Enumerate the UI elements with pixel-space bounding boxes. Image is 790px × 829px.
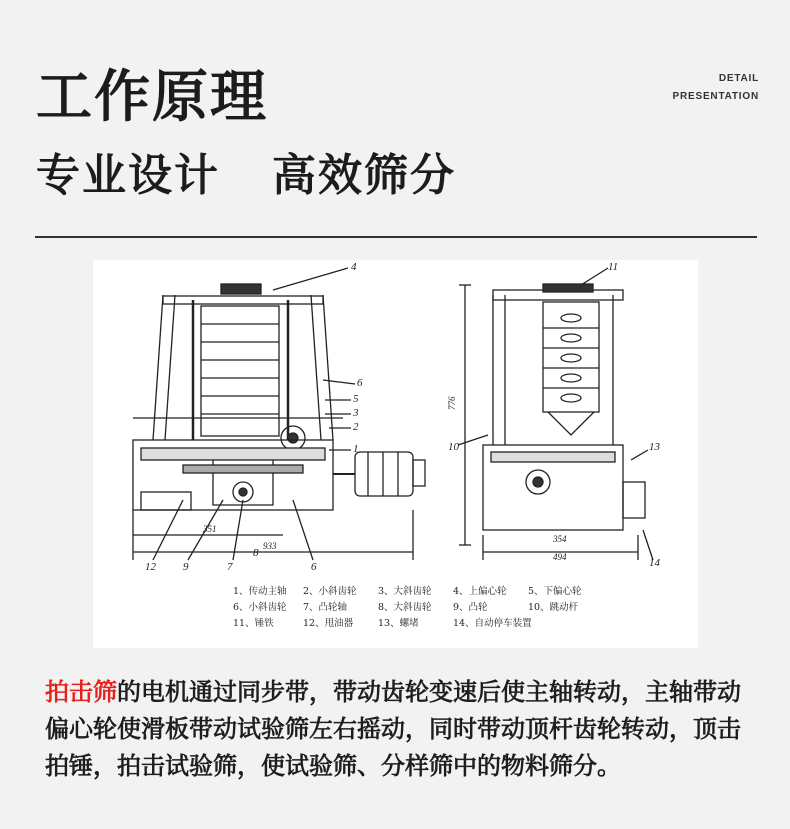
legend-2: 2、小斜齿轮 <box>303 586 357 597</box>
legend-6: 6、小斜齿轮 <box>233 602 287 613</box>
legend-9: 9、凸轮 <box>453 602 488 613</box>
callout-4: 4 <box>351 261 357 273</box>
callout-6b: 6 <box>311 561 317 573</box>
callout-14: 14 <box>649 557 660 569</box>
dim-354: 354 <box>553 534 567 544</box>
page-subtitle: 专业设计 高效筛分 <box>36 150 456 201</box>
legend-12: 12、甩油器 <box>303 618 354 629</box>
legend-14: 14、自动停车装置 <box>453 618 532 629</box>
highlight-term: 拍击筛 <box>45 678 117 706</box>
page-title: 工作原理 <box>36 65 268 130</box>
description-paragraph <box>45 674 755 785</box>
legend-13: 13、螺堵 <box>378 618 419 629</box>
callout-5: 5 <box>353 393 359 405</box>
mechanism-drawing <box>93 260 698 648</box>
dim-933: 933 <box>263 541 277 551</box>
callout-1: 1 <box>353 443 359 455</box>
detail-tag <box>673 70 759 106</box>
callout-11: 11 <box>608 261 619 273</box>
tag-line-2: PRESENTATION <box>672 91 759 102</box>
legend-8: 8、大斜齿轮 <box>378 602 432 613</box>
callout-8: 8 <box>253 547 259 559</box>
callout-3: 3 <box>353 407 359 419</box>
legend-10: 10、跳动杆 <box>528 602 579 613</box>
description-text: 的电机通过同步带，带动齿轮变速后使主轴转动，主轴带动偏心轮使滑板带动试验筛左右摇动，同时带动顶杆齿轮转动，顶击拍锤，拍击试验筛，使试验筛、分样筛中的物料筛分。 <box>45 678 741 780</box>
legend-4: 4、上偏心轮 <box>453 586 507 597</box>
dim-494: 494 <box>553 552 567 562</box>
diagram-legend <box>233 585 582 629</box>
top-plate <box>163 296 323 304</box>
sieve-stack-right <box>543 302 599 412</box>
mechanism-svg <box>93 260 698 648</box>
legend-7: 7、凸轮轴 <box>303 602 348 613</box>
callout-9: 9 <box>183 561 189 573</box>
callout-13: 13 <box>649 441 660 453</box>
callout-7: 7 <box>227 561 233 573</box>
legend-1: 1、传动主轴 <box>233 586 287 597</box>
callout-2: 2 <box>353 421 359 433</box>
legend-5: 5、下偏心轮 <box>528 586 582 597</box>
callout-10: 10 <box>448 441 459 453</box>
legend-11: 11、锤铁 <box>233 618 274 629</box>
motor <box>355 452 413 496</box>
sieve-stack-left <box>201 306 279 436</box>
callout-6a: 6 <box>357 377 363 389</box>
dim-351: 351 <box>203 524 217 534</box>
tag-line-1: DETAIL <box>718 73 759 84</box>
dim-776: 776 <box>447 396 457 410</box>
callout-12: 12 <box>145 561 156 573</box>
legend-3: 3、大斜齿轮 <box>378 586 432 597</box>
divider <box>35 236 757 238</box>
